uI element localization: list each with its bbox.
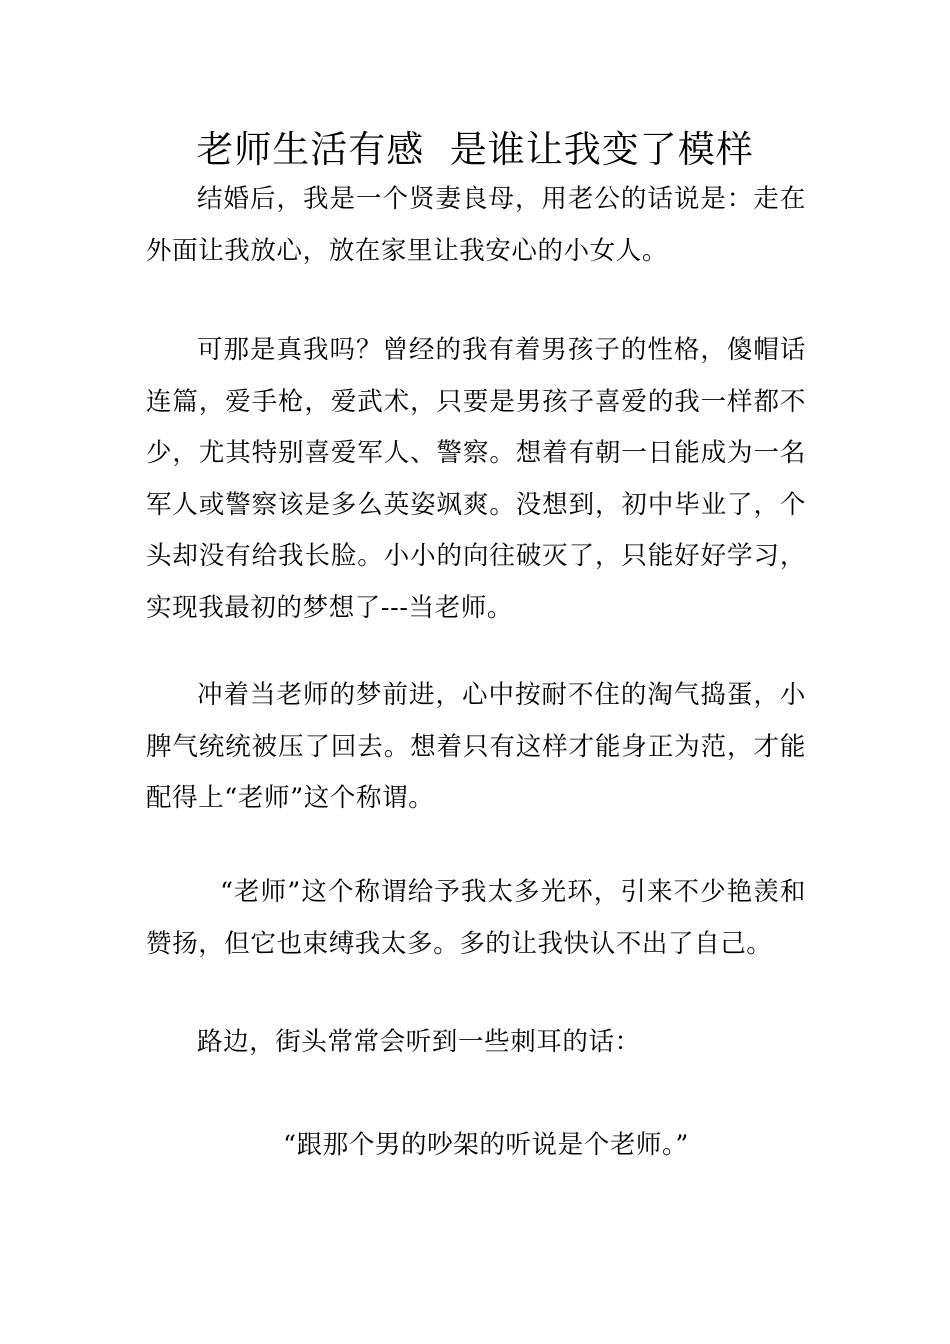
document-title: 老师生活有感 是谁让我变了模样 (196, 128, 754, 171)
paragraph-4: “老师”这个称谓给予我太多光环，引来不少艳羡和赞扬，但它也束缚我太多。多的让我快认不出了自己。 (146, 877, 806, 959)
paragraph-3: 冲着当老师的梦前进，心中按耐不住的淘气捣蛋，小脾气统统被压了回去。想着只有这样才能身正为范，才能配得上“老师”这个称谓。 (146, 680, 806, 813)
paragraph-5: 路边，街头常常会听到一些刺耳的话： (197, 1027, 641, 1057)
paragraph-1: 结婚后，我是一个贤妻良母，用老公的话说是：走在外面让我放心，放在家里让我安心的小女人。 (146, 184, 806, 266)
quoted-line: “跟那个男的吵架的听说是个老师。” (283, 1130, 690, 1160)
paragraph-2: 可那是真我吗？曾经的我有着男孩子的性格，傻帽话连篇，爱手枪，爱武术，只要是男孩子喜爱的我一样都不少，尤其特别喜爱军人、警察。想着有朝一日能成为一名军人或警察该是多么英姿飒爽。没想到，初中毕业了，个头却没有给我长脸。小小的向往破灭了，只能好好学习，实现我最初的梦想了---当老师。 (146, 335, 806, 623)
